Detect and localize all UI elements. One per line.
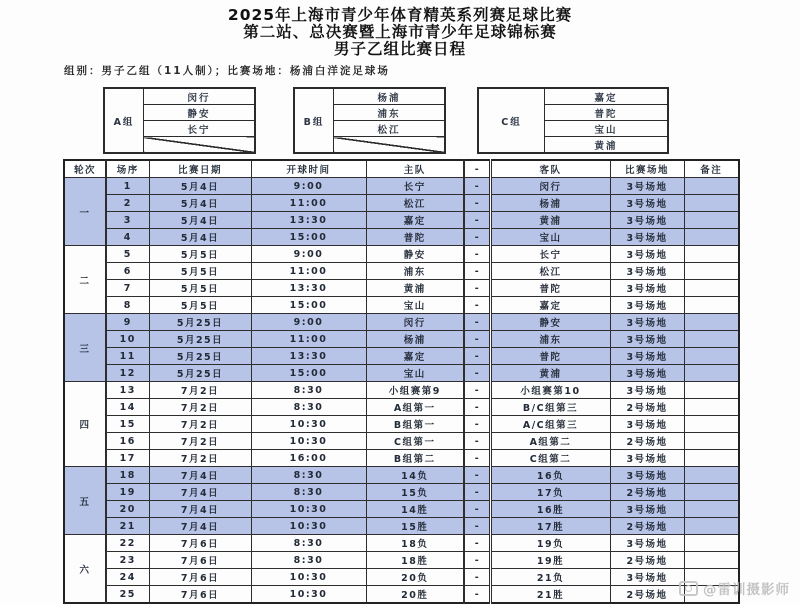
round-label: 四 [64,382,106,467]
group-b-empty-diagonal-cell [334,137,446,154]
group-b-team: 浦东 [334,105,446,121]
cell-home: 15负 [366,484,464,501]
match-row [64,246,739,263]
cell-time: 8:30 [251,484,366,501]
cell-home: 嘉定 [366,348,464,365]
cell-date: 5月4日 [149,195,251,212]
cell-home: 嘉定 [366,212,464,229]
cell-date: 5月25日 [149,314,251,331]
cell-home: 14负 [366,467,464,484]
header-venue: 比赛场地 [610,160,684,178]
cell-note [684,348,739,365]
cell-no: 16 [106,433,149,450]
cell-home: 20胜 [366,586,464,604]
cell-away: 16负 [490,467,610,484]
group-c-team: 宝山 [545,121,669,137]
cell-venue: 3号场地 [610,263,684,280]
group-a-team: 闵行 [144,88,256,105]
cell-note [684,382,739,399]
match-row [64,297,739,314]
cell-note [684,178,739,195]
cell-time: 9:00 [251,178,366,195]
cell-away: 浦东 [490,331,610,348]
cell-sep: - [464,195,490,212]
cell-sep: - [464,535,490,552]
match-row [64,586,739,604]
cell-venue: 3号场地 [610,297,684,314]
cell-venue: 3号场地 [610,501,684,518]
cell-venue: 3号场地 [610,280,684,297]
cell-date: 5月4日 [149,178,251,195]
cell-time: 8:30 [251,467,366,484]
match-row [64,263,739,280]
cell-venue: 2号场地 [610,586,684,604]
title-line-1: 2025年上海市青少年体育精英系列赛足球比赛 [227,6,573,24]
match-row [64,450,739,467]
cell-home: 宝山 [366,365,464,382]
match-row [64,501,739,518]
cell-no: 15 [106,416,149,433]
group-a-label: A组 [104,88,144,153]
cell-venue: 3号场地 [610,246,684,263]
cell-date: 7月4日 [149,484,251,501]
header-home-team: 主队 [366,160,464,178]
header-date: 比赛日期 [149,160,251,178]
match-row [64,314,739,331]
group-c-team: 嘉定 [545,88,669,105]
cell-venue: 3号场地 [610,535,684,552]
cell-time: 15:00 [251,229,366,246]
cell-away: 19胜 [490,552,610,569]
cell-no: 22 [106,535,149,552]
cell-away: 普陀 [490,280,610,297]
cell-home: 闵行 [366,314,464,331]
cell-venue: 3号场地 [610,178,684,195]
group-table-a [103,87,256,154]
cell-time: 9:00 [251,314,366,331]
match-row [64,535,739,552]
cell-home: 黄浦 [366,280,464,297]
cell-no: 7 [106,280,149,297]
cell-away: 松江 [490,263,610,280]
cell-date: 7月2日 [149,416,251,433]
cell-no: 24 [106,569,149,586]
cell-sep: - [464,212,490,229]
cell-home: 宝山 [366,297,464,314]
cell-date: 5月5日 [149,263,251,280]
round-label: 三 [64,314,106,382]
match-row [64,178,739,195]
round-label: 一 [64,178,106,246]
match-row [64,467,739,484]
cell-sep: - [464,484,490,501]
cell-home: 14胜 [366,501,464,518]
header-remarks: 备注 [684,160,739,178]
cell-time: 9:00 [251,246,366,263]
cell-venue: 2号场地 [610,399,684,416]
group-b-label: B组 [294,88,334,153]
cell-date: 7月4日 [149,518,251,535]
cell-no: 11 [106,348,149,365]
match-row [64,280,739,297]
cell-home: 18胜 [366,552,464,569]
cell-away: 17胜 [490,518,610,535]
cell-away: 21胜 [490,586,610,604]
cell-home: 18负 [366,535,464,552]
cell-time: 15:00 [251,365,366,382]
cell-time: 13:30 [251,280,366,297]
cell-home: 杨浦 [366,331,464,348]
cell-home: B组第二 [366,450,464,467]
cell-away: C组第二 [490,450,610,467]
cell-note [684,569,739,586]
cell-sep: - [464,382,490,399]
cell-sep: - [464,297,490,314]
match-row [64,433,739,450]
cell-note [684,416,739,433]
cell-sep: - [464,348,490,365]
cell-no: 23 [106,552,149,569]
cell-home: C组第一 [366,433,464,450]
header-match-no: 场序 [106,160,149,178]
cell-venue: 3号场地 [610,365,684,382]
match-row [64,416,739,433]
cell-venue: 3号场地 [610,467,684,484]
cell-date: 7月4日 [149,501,251,518]
cell-date: 5月4日 [149,229,251,246]
cell-venue: 3号场地 [610,331,684,348]
cell-home: 松江 [366,195,464,212]
cell-date: 5月5日 [149,280,251,297]
cell-no: 20 [106,501,149,518]
match-row [64,195,739,212]
group-tables [103,87,800,154]
cell-time: 13:30 [251,348,366,365]
cell-sep: - [464,314,490,331]
cell-venue: 2号场地 [610,552,684,569]
cell-venue: 3号场地 [610,348,684,365]
cell-time: 10:30 [251,569,366,586]
cell-away: 宝山 [490,229,610,246]
match-row [64,484,739,501]
cell-sep: - [464,569,490,586]
cell-note [684,467,739,484]
group-venue-info: 组别：男子乙组（11人制）；比赛场地：杨浦白洋淀足球场 [64,65,390,77]
cell-note [684,399,739,416]
cell-no: 3 [106,212,149,229]
cell-home: 长宁 [366,178,464,195]
cell-date: 7月6日 [149,586,251,604]
cell-away: 闵行 [490,178,610,195]
cell-away: 黄浦 [490,212,610,229]
cell-venue: 3号场地 [610,229,684,246]
cell-no: 4 [106,229,149,246]
cell-time: 10:30 [251,501,366,518]
cell-no: 13 [106,382,149,399]
round-label: 二 [64,246,106,314]
cell-note [684,263,739,280]
cell-date: 7月2日 [149,382,251,399]
cell-home: A组第一 [366,399,464,416]
cell-time: 8:30 [251,535,366,552]
cell-away: 嘉定 [490,297,610,314]
group-c-team: 黄浦 [545,137,669,154]
cell-note [684,314,739,331]
cell-home: B组第一 [366,416,464,433]
header-vs-separator: - [464,160,490,178]
cell-sep: - [464,365,490,382]
cell-no: 2 [106,195,149,212]
cell-sep: - [464,263,490,280]
cell-time: 8:30 [251,552,366,569]
cell-home: 15胜 [366,518,464,535]
cell-note [684,450,739,467]
cell-time: 11:00 [251,195,366,212]
cell-time: 10:30 [251,433,366,450]
group-b-team: 杨浦 [334,88,446,105]
cell-note [684,501,739,518]
cell-time: 10:30 [251,518,366,535]
title-line-3: 男子乙组比赛日程 [333,40,466,58]
cell-time: 11:00 [251,263,366,280]
cell-date: 5月5日 [149,297,251,314]
match-row [64,348,739,365]
cell-no: 19 [106,484,149,501]
cell-venue: 2号场地 [610,484,684,501]
cell-time: 13:30 [251,212,366,229]
cell-no: 10 [106,331,149,348]
match-row [64,552,739,569]
cell-away: 普陀 [490,348,610,365]
match-row [64,331,739,348]
match-row [64,382,739,399]
cell-sep: - [464,433,490,450]
cell-note [684,518,739,535]
cell-date: 5月5日 [149,246,251,263]
group-a-team: 静安 [144,105,256,121]
cell-venue: 3号场地 [610,382,684,399]
cell-sep: - [464,229,490,246]
cell-note [684,195,739,212]
group-c-team: 普陀 [545,105,669,121]
cell-venue: 3号场地 [610,569,684,586]
cell-sep: - [464,399,490,416]
cell-sep: - [464,501,490,518]
cell-away: 21负 [490,569,610,586]
cell-time: 10:30 [251,416,366,433]
cell-date: 5月25日 [149,348,251,365]
group-b-team: 松江 [334,121,446,137]
cell-date: 7月6日 [149,552,251,569]
cell-venue: 3号场地 [610,212,684,229]
cell-date: 5月25日 [149,365,251,382]
cell-no: 8 [106,297,149,314]
cell-time: 11:00 [251,331,366,348]
cell-date: 7月2日 [149,433,251,450]
cell-date: 5月4日 [149,212,251,229]
cell-time: 16:00 [251,450,366,467]
cell-away: 长宁 [490,246,610,263]
cell-sep: - [464,416,490,433]
cell-venue: 3号场地 [610,450,684,467]
cell-no: 12 [106,365,149,382]
group-c-label: C组 [478,88,545,153]
cell-home: 浦东 [366,263,464,280]
cell-sep: - [464,450,490,467]
cell-note [684,331,739,348]
cell-no: 9 [106,314,149,331]
cell-note [684,246,739,263]
cell-no: 14 [106,399,149,416]
cell-sep: - [464,331,490,348]
cell-date: 7月4日 [149,467,251,484]
cell-sep: - [464,280,490,297]
cell-sep: - [464,246,490,263]
cell-sep: - [464,467,490,484]
cell-note [684,212,739,229]
cell-date: 7月2日 [149,450,251,467]
match-row [64,399,739,416]
cell-away: B/C组第三 [490,399,610,416]
cell-venue: 3号场地 [610,195,684,212]
cell-away: A/C组第三 [490,416,610,433]
cell-note [684,365,739,382]
group-table-b [293,87,446,154]
cell-venue: 2号场地 [610,518,684,535]
cell-date: 7月2日 [149,399,251,416]
cell-no: 18 [106,467,149,484]
cell-note [684,552,739,569]
cell-away: 黄浦 [490,365,610,382]
header-kickoff-time: 开球时间 [251,160,366,178]
cell-sep: - [464,178,490,195]
cell-sep: - [464,586,490,604]
cell-away: 19负 [490,535,610,552]
match-schedule-table [63,159,740,604]
cell-venue: 3号场地 [610,314,684,331]
cell-date: 5月25日 [149,331,251,348]
group-a-empty-diagonal-cell [144,137,256,154]
cell-home: 小组赛第9 [366,382,464,399]
cell-no: 6 [106,263,149,280]
cell-time: 10:30 [251,586,366,604]
match-row [64,569,739,586]
cell-away: 16胜 [490,501,610,518]
cell-date: 7月6日 [149,569,251,586]
cell-note [684,535,739,552]
cell-home: 普陀 [366,229,464,246]
cell-note [684,586,739,604]
group-table-c [477,87,669,154]
round-label: 五 [64,467,106,535]
cell-away: 静安 [490,314,610,331]
group-a-team: 长宁 [144,121,256,137]
cell-no: 5 [106,246,149,263]
cell-time: 8:30 [251,382,366,399]
schedule-header-row [64,160,739,178]
cell-note [684,484,739,501]
match-row [64,365,739,382]
title-line-2: 第二站、总决赛暨上海市青少年足球锦标赛 [243,23,557,41]
cell-note [684,229,739,246]
cell-no: 17 [106,450,149,467]
match-row [64,229,739,246]
cell-home: 静安 [366,246,464,263]
cell-away: 杨浦 [490,195,610,212]
cell-date: 7月6日 [149,535,251,552]
cell-sep: - [464,552,490,569]
cell-no: 21 [106,518,149,535]
cell-venue: 2号场地 [610,433,684,450]
header-away-team: 客队 [490,160,610,178]
cell-note [684,297,739,314]
cell-no: 1 [106,178,149,195]
cell-note [684,433,739,450]
cell-venue: 3号场地 [610,416,684,433]
cell-away: 17负 [490,484,610,501]
match-row [64,212,739,229]
cell-sep: - [464,518,490,535]
header-round: 轮次 [64,160,106,178]
cell-away: 小组赛第10 [490,382,610,399]
title-block [0,0,800,58]
cell-away: A组第二 [490,433,610,450]
watermark-text: @雷训摄影师 [703,582,790,598]
cell-no: 25 [106,586,149,604]
round-label: 六 [64,535,106,604]
cell-note [684,280,739,297]
cell-time: 15:00 [251,297,366,314]
cell-home: 20负 [366,569,464,586]
match-row [64,518,739,535]
cell-time: 8:30 [251,399,366,416]
